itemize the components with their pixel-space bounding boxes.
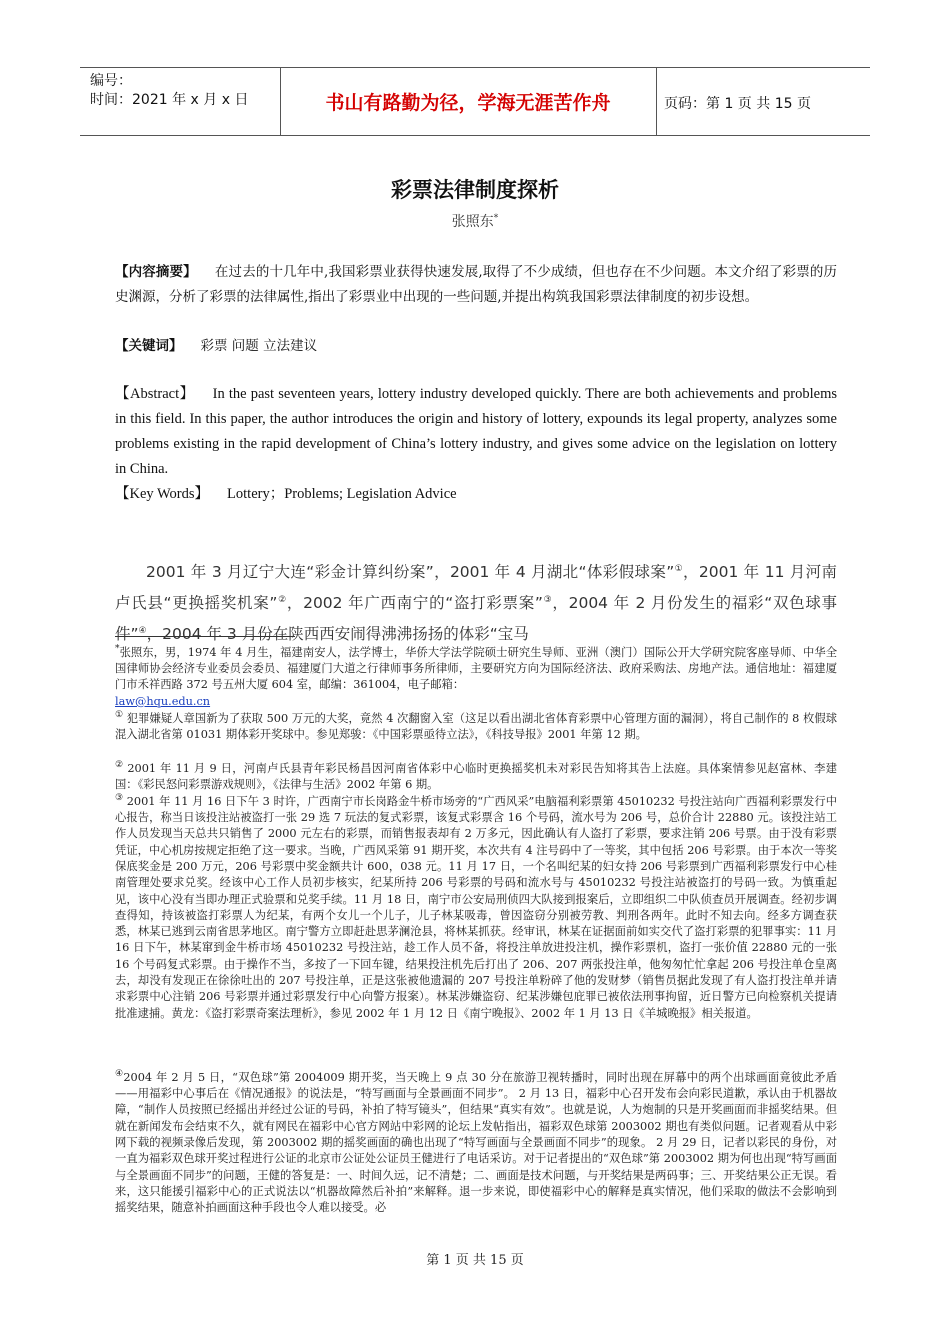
header-page-label: 页码：第 1 页 共 15 页 [664,96,811,112]
footnote-ref[interactable]: ② [277,595,287,606]
abstract-cn-label: 【内容摘要】 [115,264,197,280]
author-footnote-mark: * [493,213,499,224]
abstract-en-label: 【Abstract】 [115,386,195,402]
keywords-en-text: Lottery；Problems; Legislation Advice [227,486,457,502]
abstract-en [115,382,837,482]
header-divider [656,67,657,135]
doc-number-label: 编号： [90,73,132,89]
footer-page-number: 第 1 页 共 15 页 [426,1253,524,1268]
abstract-cn [115,260,837,310]
keywords-cn-text: 彩票 问题 立法建议 [200,338,318,354]
footnote-2: ② 2001 年 11 月 9 日，河南卢氏县青年彩民杨昌因河南省体彩中心临时更换摇奖机未对彩民告知将其告上法庭。具体案情参见赵富林、李建国：《彩民怒问彩票游戏规则》，《法律与生活》2002 年第 6 期。 [115,760,837,792]
abstract-cn-text: 在过去的十几年中,我国彩票业获得快速发展,取得了不少成绩，但也存在不少问题。本文介绍了彩票的历史渊源，分析了彩票的法律属性,指出了彩票业中出现的一些问题,并提出构筑我国彩票法律制度的初步设想。 [115,264,838,305]
abstract-en-text: In the past seventeen years, lottery industry developed quickly. There are both achievements and problems in this field. In this paper, the author introduces the origin and history of lottery, expounds its legal property, analyzes some problems existing in the rapid development of China’s lottery industry, and gives some advice on the legislation on lottery in China. [115,386,838,477]
header-top-rule [80,67,870,68]
keywords-en [115,482,837,507]
footnote-ref[interactable]: ③ [542,595,553,606]
body-paragraph: 2001 年 3 月辽宁大连“彩金计算纠纷案”，2001 年 4 月湖北“体彩假球案”①，2001 年 11 月河南卢氏县“更换摇奖机案”②，2002 年广西南宁的“盗打彩票案”③，2004 年 2 月份发生的福彩“双色球事件”④，2004 年 3 月份在陕西西安闹得沸沸扬扬的体彩“宝马 [115,563,838,644]
header-divider [280,67,281,135]
header-motto: 书山有路勤为径，学海无涯苦作舟 [325,92,611,114]
footnote-1: ① 犯罪嫌疑人章国新为了获取 500 万元的大奖，竟然 4 次翻窗入室（这足以看出湖北省体育彩票中心管理方面的漏洞），将自己制作的 8 枚假球混入湖北省第 01031 期体彩开奖球中。参见郑骏：《中国彩票亟待立法》，《科技导报》2001 年第 12 期。 [115,710,838,742]
doc-time-label: 时间：2021 年 x 月 x 日 [90,92,249,108]
header-meta [90,72,248,110]
keywords-cn [115,334,837,359]
footnote-author: *张照东，男，1974 年 4 月生，福建南安人，法学博士，华侨大学法学院硕士研究生导师、亚洲（澳门）国际公开大学研究院客座导师、中华全国律师协会经济专业委员会委员、福建厦门大道之行律师事务所律师，主要研究方向为国际经济法、政府采购法、房地产法。通信地址：福建厦门市禾祥西路 372 号五州大厦 604 室，邮编：361004，电子邮箱： law@hqu.edu.cn [115,644,837,708]
footnote-separator [115,636,295,637]
page-title: 彩票法律制度探析 [391,177,559,202]
author-name: 张照东 [451,214,494,230]
footnote-3: ③ 2001 年 11 月 16 日下午 3 时许，广西南宁市长岗路金牛桥市场旁的“广西风采”电脑福利彩票第 45010232 号投注站向广西福利彩票发行中心报告，称当日该投注站被盗打一张 29 选 7 玩法的复式彩票，该复式彩票含 16 个号码，流水号为 206 号，总价合计 22880 元。该投注站工作人员发现当天总共只销售了 2000 元左右的彩票，而销售报表却有 2 万多元，因此确认有人盗打了彩票，要求注销 206 号票。由于没有彩票凭证，中心机房按规定拒绝了这一要求。当晚，广西风采第 91 期开奖，本次共有 4 注号码中了一等奖，其中包括 206 号彩票。由于本次一等奖保底奖金是 200 万元，206 号彩票中奖金额共计 600，038 元。11 月 17 日，一个名叫纪某的妇女持 206 号彩票到广西福利彩票发行中心桂南管理处要求兑奖。经该中心工作人员初步核实，纪某所持 206 号彩票的号码和流水号与 45010232 号投注站被盗打的号码一致。为慎重起见，该中心没有当即办理正式验票和兑奖手续。11 月 18 日，南宁市公安局刑侦四大队接到报案后，立即组织二中队侦查员开展调查。经初步调查得知，持该被盗打彩票人为纪某，有两个女儿一个儿子，儿子林某吸毒，曾因盗窃分别被劳教、判刑各两年。此时不知去向。经多方调查获悉，林某已逃到云南省思茅地区。南宁警方立即赶赴思茅澜沧县，将林某抓获。经审讯，林某在证据面前如实交代了盗打彩票的犯罪事实：11 月 16 日下午，林某窜到金牛桥市场 45010232 号投注站，趁工作人员不备，将投注单放进投注机，操作彩票机，盗打一张价值 22880 元的一张 16 个号码复式彩票。由于操作不当，多按了一下回车键，结果投注机先后打出了 206、207 两张投注单，他匆匆忙忙拿起 206 号投注单仓皇离去，却没有发现正在徐徐吐出的 207 号投注单，正是这张被他遗漏的 207 号投注单粉碎了他的发财梦（销售员据此发现了有人盗打投注单并请求彩票中心注销 206 号彩票并通过彩票发行中心向警方报案）。林某涉嫌盗窃、纪某涉嫌包庇罪已被依法刑事拘留，近日警方已向检察机关提请批准逮捕。黄龙：《盗打彩票奇案法理析》，参见 2002 年 1 月 12 日《南宁晚报》、2002 年 1 月 13 日《羊城晚报》相关报道。 [115,793,837,1020]
header-bottom-rule [80,135,870,136]
footnote-ref[interactable]: ① [674,564,684,574]
keywords-en-label: 【Key Words】 [115,486,210,502]
footnote-ref[interactable]: ④ [138,626,147,637]
author-line [0,211,950,231]
keywords-cn-label: 【关键词】 [115,338,183,354]
email-link[interactable]: law@hqu.edu.cn [115,694,211,708]
footnote-4: ④2004 年 2 月 5 日，“双色球”第 2004009 期开奖，当天晚上 9 点 30 分在旅游卫视转播时，同时出现在屏幕中的两个出球画面竟彼此矛盾——用福彩中心事后在《情况通报》的说法是，“特写画面与全景画面不同步”。 2 月 13 日，福彩中心召开发布会向彩民道歉，承认由于机器故障，“制作人员按照已经摇出并经过公证的号码，补拍了特写镜头”，但结果“真实有效”。也就是说，人为炮制的只是开奖画面而非摇奖结果。但就在新闻发布会结束不久，就有网民在福彩中心官方网站中彩网的论坛上发帖指出，福彩双色球第 2003002 期也有类似问题。记者观看从中彩网下载的视频录像后发现，第 2003002 期的摇奖画面的确也出现了“特写画面与全景画面不同步”的现象。 2 月 29 日，记者以彩民的身份，对一直为福彩双色球开奖过程进行公证的北京市公证处公证员王健进行了电话采访。对于记者提出的“双色球”第 2003002 期为何也出现“特写画面与全景画面不同步”的问题，王健的答复是：一、时间久远，记不清楚；二、画面是技术问题，与开奖结果是两码事；三、开奖结果公正无误。看来，这只能援引福彩中心的正式说法以“机器故障然后补拍”来解释。退一步来说，即使福彩中心的解释是真实情况，他们采取的做法不会影响到摇奖结果，随意补拍画面这种手段也令人难以接受。必 [115,1069,837,1215]
